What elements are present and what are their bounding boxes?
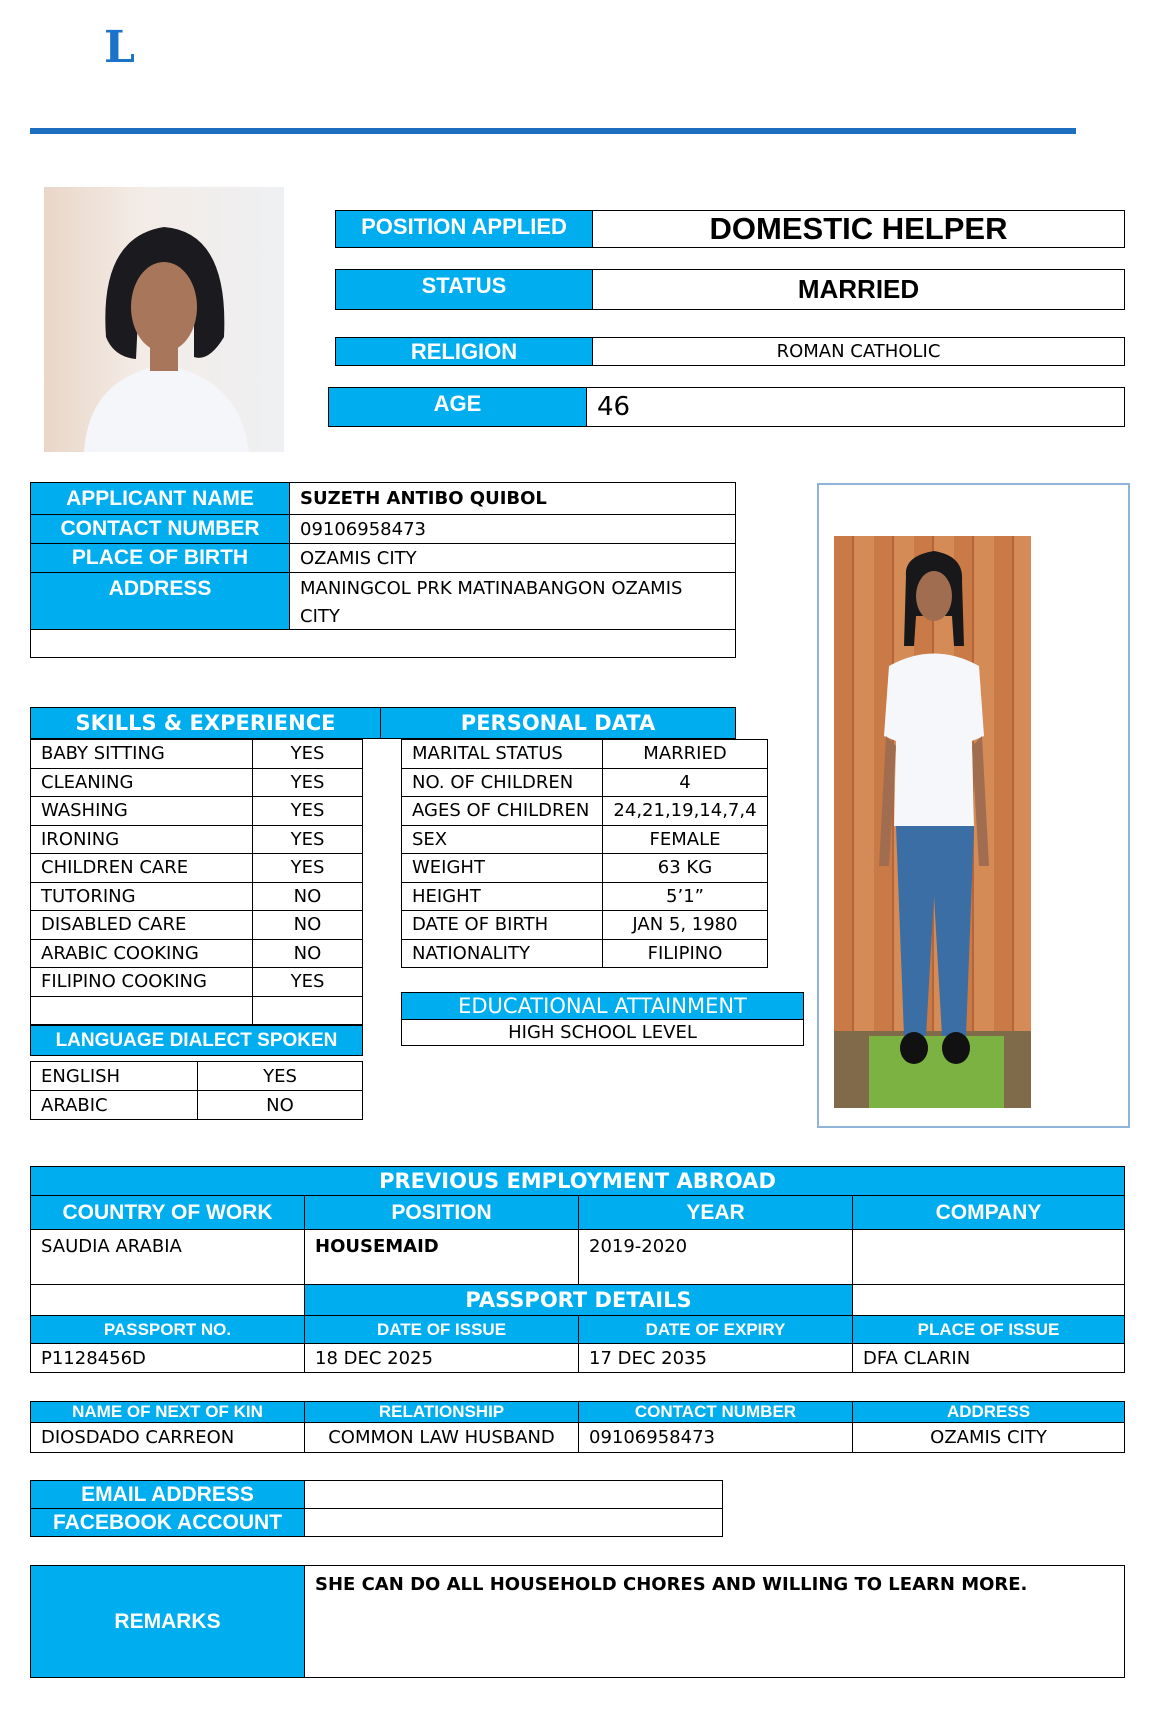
skill-name: DISABLED CARE [30,910,253,940]
address-label: ADDRESS [30,572,290,630]
religion-value: ROMAN CATHOLIC [592,337,1125,366]
personal-label: DATE OF BIRTH [401,910,603,940]
employment-year: 2019-2020 [578,1229,853,1285]
headshot-photo [44,187,284,452]
personal-label: NATIONALITY [401,939,603,969]
personal-label: MARITAL STATUS [401,739,603,769]
personal-value: 63 KG [602,853,768,883]
employment-title: PREVIOUS EMPLOYMENT ABROAD [30,1166,1125,1196]
personal-value: 4 [602,768,768,798]
education-title: EDUCATIONAL ATTAINMENT [401,992,804,1020]
header-year: YEAR [578,1195,853,1230]
skill-value: YES [252,825,363,855]
header-relationship: RELATIONSHIP [304,1401,579,1423]
header-address: ADDRESS [852,1401,1125,1423]
skill-blank-cell [252,996,363,1026]
skill-name: CLEANING [30,768,253,798]
skill-name: BABY SITTING [30,739,253,769]
age-label: AGE [328,387,587,427]
company-logo: L [104,22,135,73]
personal-label: AGES OF CHILDREN [401,796,603,826]
header-country: COUNTRY OF WORK [30,1195,305,1230]
personal-value: 5’1” [602,882,768,912]
passport-place-of-issue: DFA CLARIN [852,1343,1125,1373]
language-title: LANGUAGE DIALECT SPOKEN [30,1025,363,1056]
kin-name: DIOSDADO CARREON [30,1422,305,1453]
personal-label: HEIGHT [401,882,603,912]
skill-name: FILIPINO COOKING [30,967,253,997]
employment-company [852,1229,1125,1285]
passport-number: P1128456D [30,1343,305,1373]
religion-label: RELIGION [335,337,593,366]
personal-label: WEIGHT [401,853,603,883]
personal-label: NO. OF CHILDREN [401,768,603,798]
personal-value: MARRIED [602,739,768,769]
skill-name: IRONING [30,825,253,855]
skill-blank-cell [30,996,253,1026]
skill-value: NO [252,910,363,940]
remarks-value: SHE CAN DO ALL HOUSEHOLD CHORES AND WILLING TO LEARN MORE. [304,1565,1125,1678]
status-value: MARRIED [592,269,1125,310]
skill-value: NO [252,939,363,969]
position-applied-label: POSITION APPLIED [335,210,593,248]
employment-position: HOUSEMAID [304,1229,579,1285]
applicant-name-value: SUZETH ANTIBO QUIBOL [289,482,736,515]
skill-name: TUTORING [30,882,253,912]
skill-value: YES [252,768,363,798]
skill-name: WASHING [30,796,253,826]
skill-value: YES [252,739,363,769]
personal-value: FILIPINO [602,939,768,969]
header-company: COMPANY [852,1195,1125,1230]
personal-data-title: PERSONAL DATA [380,707,736,739]
personal-label: SEX [401,825,603,855]
personal-value: 24,21,19,14,7,4 [602,796,768,826]
skills-title: SKILLS & EXPERIENCE [30,707,381,739]
passport-issue-date: 18 DEC 2025 [304,1343,579,1373]
passport-title: PASSPORT DETAILS [304,1284,853,1316]
applicant-name-label: APPLICANT NAME [30,482,290,515]
skill-name: ARABIC COOKING [30,939,253,969]
kin-contact-number: 09106958473 [578,1422,853,1453]
applicant-blank-row [30,629,736,658]
kin-address: OZAMIS CITY [852,1422,1125,1453]
contact-number-label: CONTACT NUMBER [30,514,290,544]
language-name: ENGLISH [30,1061,198,1091]
address-value: MANINGCOL PRK MATINABANGON OZAMIS CITY [289,572,736,630]
kin-relationship: COMMON LAW HUSBAND [304,1422,579,1453]
header-position: POSITION [304,1195,579,1230]
personal-value: FEMALE [602,825,768,855]
position-applied-value: DOMESTIC HELPER [592,210,1125,248]
education-value: HIGH SCHOOL LEVEL [401,1019,804,1046]
skill-value: YES [252,967,363,997]
skill-value: YES [252,853,363,883]
personal-value: JAN 5, 1980 [602,910,768,940]
facebook-value [304,1508,723,1537]
contact-number-value: 09106958473 [289,514,736,544]
header-contact-number: CONTACT NUMBER [578,1401,853,1423]
email-label: EMAIL ADDRESS [30,1480,305,1509]
employment-country: SAUDIA ARABIA [30,1229,305,1285]
skill-value: NO [252,882,363,912]
remarks-label: REMARKS [30,1565,305,1678]
skill-name: CHILDREN CARE [30,853,253,883]
place-of-birth-label: PLACE OF BIRTH [30,543,290,573]
skill-value: YES [252,796,363,826]
passport-right-blank [852,1284,1125,1316]
facebook-label: FACEBOOK ACCOUNT [30,1508,305,1537]
place-of-birth-value: OZAMIS CITY [289,543,736,573]
passport-left-blank [30,1284,305,1316]
header-date-of-issue: DATE OF ISSUE [304,1315,579,1344]
header-place-of-issue: PLACE OF ISSUE [852,1315,1125,1344]
header-passport-no: PASSPORT NO. [30,1315,305,1344]
header-divider [30,128,1076,134]
header-date-of-expiry: DATE OF EXPIRY [578,1315,853,1344]
language-value: YES [197,1061,363,1091]
header-kin-name: NAME OF NEXT OF KIN [30,1401,305,1423]
age-value: 46 [586,387,1125,427]
language-name: ARABIC [30,1090,198,1120]
full-body-photo [834,536,1031,1108]
email-value [304,1480,723,1509]
status-label: STATUS [335,269,593,310]
language-value: NO [197,1090,363,1120]
passport-expiry-date: 17 DEC 2035 [578,1343,853,1373]
